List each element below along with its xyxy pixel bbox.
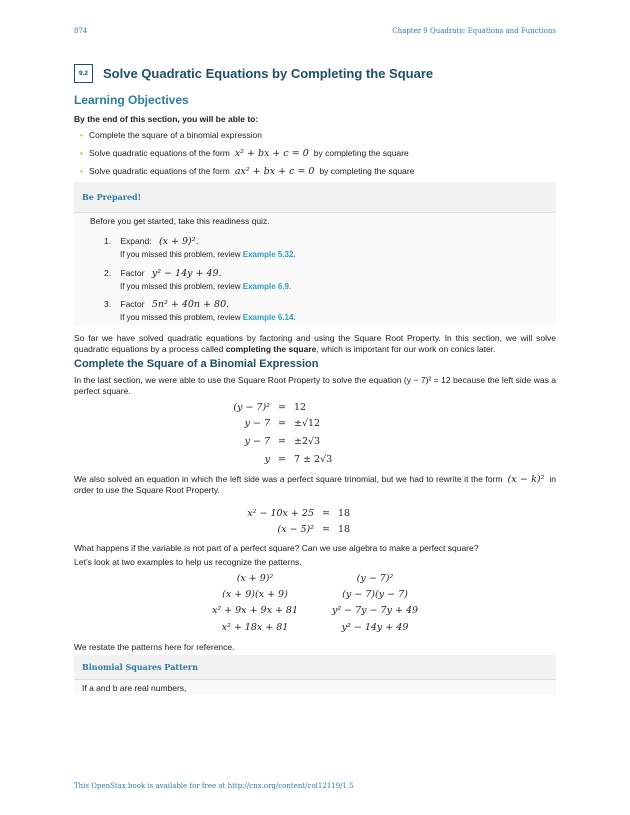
eq-sign: =: [278, 436, 286, 447]
binomial-squares-body: If a and b are real numbers,: [82, 683, 187, 693]
paragraph: We restate the patterns here for reference.: [74, 642, 235, 652]
eq-left: (y − 7)²: [233, 402, 270, 413]
quiz-question: [104, 299, 234, 310]
objectives-list: [80, 126, 414, 180]
hint-text: If you missed this problem, review: [120, 282, 241, 291]
pattern-left: x² + 9x + 9x + 81: [211, 605, 299, 616]
equation-row: [200, 418, 320, 429]
eq-right: 12: [294, 402, 307, 413]
objective-item: [80, 144, 414, 162]
objective-text: by completing the square: [313, 148, 409, 158]
quiz-label: Factor: [120, 299, 145, 309]
bullet-icon: •: [80, 148, 83, 158]
bullet-icon: •: [80, 166, 83, 176]
binomial-squares-title: Binomial Squares Pattern: [74, 655, 556, 680]
objective-text: by completing the square: [319, 166, 415, 176]
pattern-left: (x + 9)(x + 9): [222, 589, 288, 600]
quiz-hint: [120, 313, 296, 322]
pattern-right: y² − 14y + 49: [341, 622, 409, 633]
eq-sign: =: [322, 508, 330, 519]
quiz-number: 3.: [104, 299, 112, 309]
equation-row: [200, 454, 332, 465]
quiz-number: 1.: [104, 236, 112, 246]
equation-row: [204, 508, 350, 519]
eq-right: ±√12: [294, 418, 321, 429]
paragraph: [74, 474, 556, 496]
eq-sign: =: [278, 402, 286, 413]
quiz-math: (x + 9)².: [158, 236, 199, 247]
objective-item: [80, 162, 414, 180]
eq-left: y: [264, 454, 270, 465]
pattern-left: x² + 18x + 81: [221, 622, 289, 633]
example-link[interactable]: Example 6.14.: [242, 313, 296, 322]
paragraph: What happens if the variable is not part of a perfect square? Can we use algebra to make a perfect square?: [74, 543, 479, 553]
objective-text: Solve quadratic equations of the form: [89, 166, 230, 176]
eq-left: (x − 5)²: [277, 524, 314, 535]
equation-row: [204, 524, 350, 535]
chapter-header: Chapter 9 Quadratic Equations and Functions: [392, 27, 556, 35]
page-number: 874: [74, 27, 88, 35]
equation-row: [200, 436, 320, 447]
quiz-question: [104, 236, 204, 247]
objectives-title: Learning Objectives: [74, 93, 189, 107]
pattern-right: (y − 7)²: [356, 573, 394, 584]
eq-sign: =: [278, 418, 286, 429]
objectives-intro: By the end of this section, you will be able to:: [74, 114, 259, 124]
subsection-heading: Complete the Square of a Binomial Expression: [74, 358, 319, 370]
objective-item: [80, 126, 414, 144]
quiz-math: y² − 14y + 49.: [151, 268, 222, 279]
paragraph-text: So far we have solved quadratic equations by factoring and using the Square Root Property. In this section, we will solve quadratic equations by a process called: [74, 333, 556, 354]
eq-sign: =: [278, 454, 286, 465]
binomial-squares-box: [74, 655, 556, 695]
be-prepared-title: Be Prepared!: [74, 182, 556, 213]
bullet-icon: •: [80, 130, 83, 140]
equation-row: [200, 402, 306, 413]
quiz-question: [104, 268, 227, 279]
eq-sign: =: [322, 524, 330, 535]
be-prepared-box: [74, 182, 556, 326]
paragraph-text: We also solved an equation in which the left side was a perfect square trinomial, but we had to rewrite it the form: [74, 474, 503, 484]
intro-paragraph: [74, 333, 556, 355]
objective-math: x² + bx + c = 0: [234, 147, 309, 159]
paragraph: In the last section, we were able to use the Square Root Property to solve the equation (y − 7)² = 12 because the left side was a perfect square.: [74, 375, 556, 396]
inline-math: (x − k)²: [507, 474, 545, 485]
eq-left: x² − 10x + 25: [247, 508, 314, 519]
section-title: [74, 64, 433, 83]
paragraph-text: in order to use the Square Root Property.: [74, 474, 557, 495]
objective-math: ax² + bx + c = 0: [234, 165, 315, 177]
pattern-left: (x + 9)²: [236, 573, 274, 584]
eq-right: ±2√3: [294, 436, 321, 447]
pattern-right: (y − 7)(y − 7): [342, 589, 408, 600]
be-prepared-intro: Before you get started, take this readiness quiz.: [90, 216, 270, 226]
eq-right: 18: [338, 524, 351, 535]
quiz-hint: [120, 282, 291, 291]
eq-left: y − 7: [244, 436, 270, 447]
paragraph: Let’s look at two examples to help us recognize the patterns.: [74, 557, 302, 567]
hint-text: If you missed this problem, review: [120, 250, 241, 259]
objective-text: Complete the square of a binomial expression: [89, 130, 262, 140]
example-link[interactable]: Example 6.9.: [242, 282, 292, 291]
eq-right: 7 ± 2√3: [294, 454, 333, 465]
footer-note: This OpenStax book is available for free at http://cnx.org/content/col12119/1.5: [74, 782, 354, 790]
objective-text: Solve quadratic equations of the form: [89, 148, 230, 158]
paragraph-text: , which is important for our work on conics later.: [316, 344, 496, 354]
eq-left: y − 7: [244, 418, 270, 429]
hint-text: If you missed this problem, review: [120, 313, 241, 322]
quiz-number: 2.: [104, 268, 112, 278]
section-number-badge: 9.2: [74, 64, 93, 83]
section-heading: Solve Quadratic Equations by Completing the Square: [103, 66, 434, 81]
example-link[interactable]: Example 5.32.: [242, 250, 296, 259]
quiz-hint: [120, 250, 296, 259]
quiz-math: 5n² + 40n + 80.: [151, 299, 230, 310]
quiz-label: Factor: [120, 268, 145, 278]
eq-right: 18: [338, 508, 351, 519]
key-term: completing the square: [225, 344, 317, 354]
pattern-right: y² − 7y − 7y + 49: [331, 605, 419, 616]
quiz-label: Expand:: [120, 236, 152, 246]
